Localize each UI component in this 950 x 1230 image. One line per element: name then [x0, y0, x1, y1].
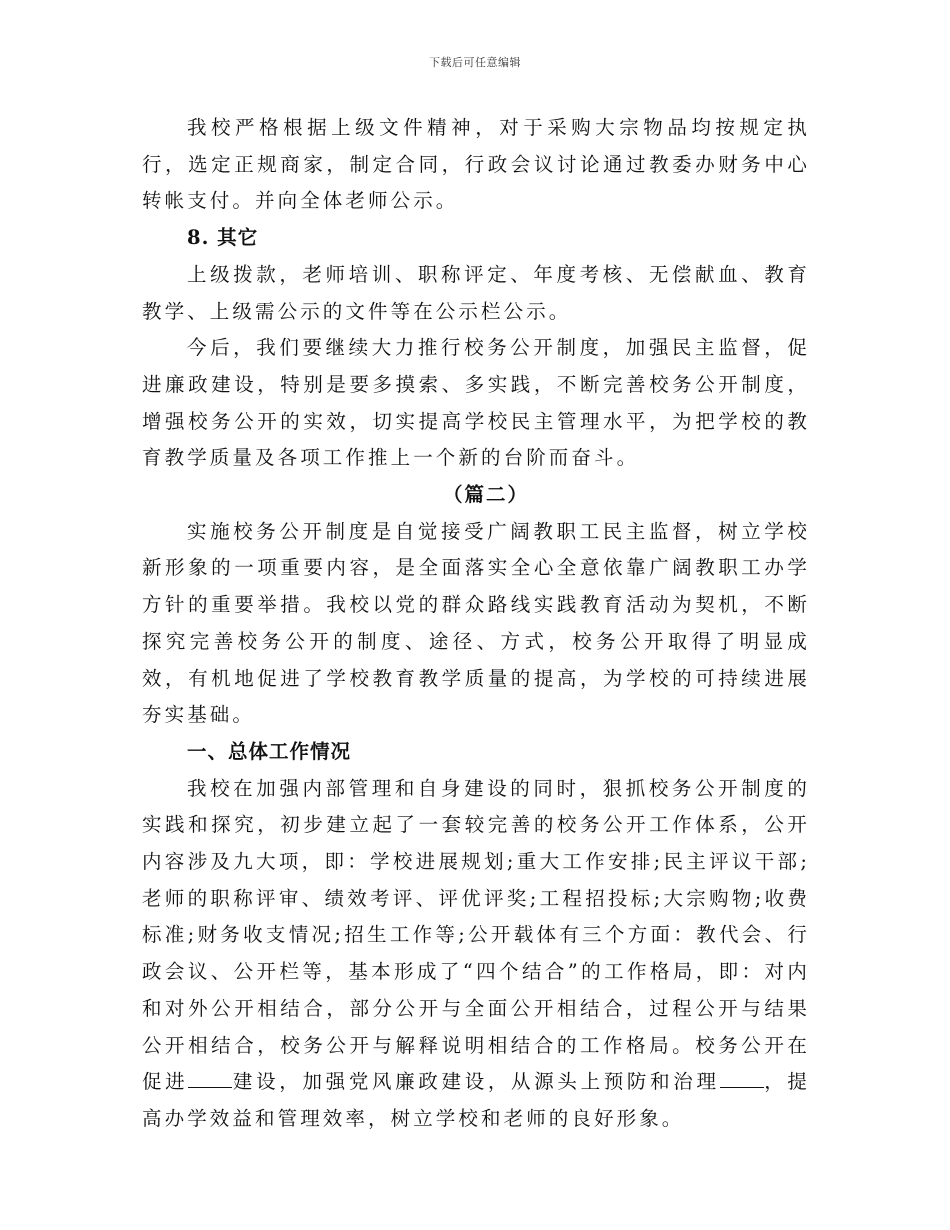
paragraph-overview-part-2: 建设，加强党风廉政建设，从源头上预防和治理 [232, 1070, 720, 1094]
paragraph-intro-part-two: 实施校务公开制度是自觉接受广阔教职工民主监督，树立学校新形象的一项重要内容，是全面落实全心全意依靠广阔教职工办学方针的重要举措。我校以党的群众路线实践教育活动为契机，不断探究完善校务公开的制度、途径、方式，校务公开取得了明显成效，有机地促进了学校教育教学质量的提高，为学校的可持续进展夯实基础。 [142, 519, 810, 727]
heading-other: 8. 其它 [187, 226, 259, 250]
paragraph-overview-part-3: ，提高办学效益和管理效率，树立学校和老师的良好形象。 [142, 1070, 810, 1130]
fill-blank-2 [720, 1069, 764, 1088]
paragraph-other: 上级拨款，老师培训、职称评定、年度考核、无偿献血、教育教学、上级需公示的文件等在公示栏公示。 [142, 262, 810, 323]
paragraph-overview-part-1: 我校在加强内部管理和自身建设的同时，狠抓校务公开制度的实践和探究，初步建立起了一套较完善的校务公开工作体系，公开内容涉及九大项，即：学校进展规划;重大工作安排;民主评议干部;老师的职称评审、绩效考评、评优评奖;工程招投标;大宗购物;收费标准;财务收支情况;招生工作等;公开载体有三个方面：教代会、行政会议、公开栏等，基本形成了“四个结合”的工作格局，即：对内和对外公开相结合，部分公开与全面公开相结合，过程公开与结果公开相结合，校务公开与解释说明相结合的工作格局。校务公开在促进 [142, 776, 810, 1094]
paragraph-procurement: 我校严格根据上级文件精神，对于采购大宗物品均按规定执行，选定正规商家，制定合同，行政会议讨论通过教委办财务中心转帐支付。并向全体老师公示。 [142, 116, 810, 213]
header-note: 下载后可任意编辑 [429, 56, 521, 69]
section-title-part-two: （篇二） [442, 483, 529, 507]
heading-overview: 一、总体工作情况 [187, 739, 352, 763]
paragraph-overview [142, 771, 810, 1138]
document-body [142, 110, 810, 1138]
fill-blank-1 [188, 1069, 232, 1088]
paragraph-future: 今后，我们要继续大力推行校务公开制度，加强民主监督，促进廉政建设，特别是要多摸索、多实践，不断完善校务公开制度，增强校务公开的实效，切实提高学校民主管理水平，为把学校的教育教学质量及各项工作推上一个新的台阶而奋斗。 [142, 336, 810, 470]
